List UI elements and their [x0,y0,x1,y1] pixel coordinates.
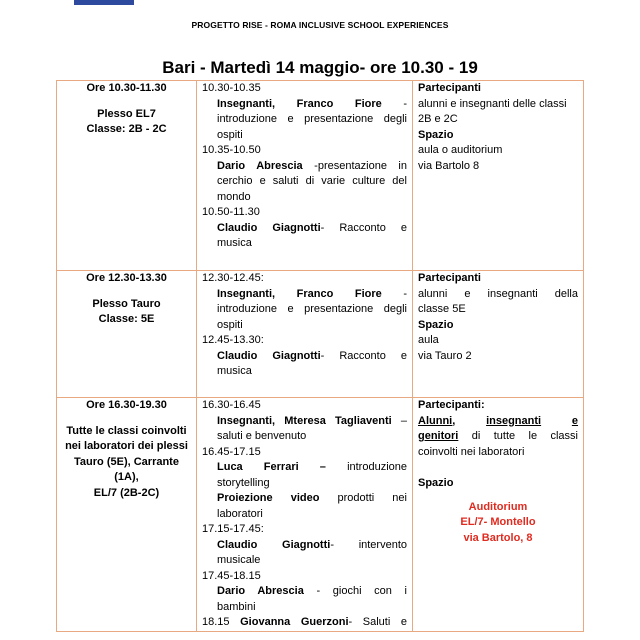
speaker-name: Claudio Giagnotti [217,538,331,551]
program-time: 17.45-18.15 [202,569,261,582]
program-desc: mondo [217,190,251,203]
program-time: 16.30-16.45 [202,399,261,411]
program-time: 16.45-17.15 [202,445,261,458]
participants-e: e [571,414,579,427]
program-desc: cerchio e saluti di varie culture del [217,175,407,187]
program-desc: introduzione e presentazione degli [217,303,407,315]
program-desc: storytelling [217,476,270,489]
space-text: aula o auditorium [418,144,503,156]
participants-label: Partecipanti [418,82,481,94]
speaker-name: Luca Ferrari [217,461,299,473]
info-cell [413,398,584,632]
info-cell [413,81,584,271]
program-time: 17.15-17.45: [202,523,264,535]
slot-plesso: Plesso EL7 [97,107,156,120]
logo-bar [74,0,134,5]
program-desc: intervento [358,538,407,551]
page-title: Bari - Martedì 14 maggio- ore 10.30 - 19 [162,58,478,77]
participants-text: alunni e insegnanti della [418,287,578,300]
program-desc: Racconto e [339,221,407,234]
project-header: PROGETTO RISE - ROMA INCLUSIVE SCHOOL EXPERIENCES [191,20,449,30]
slot-cell [57,81,197,271]
program-desc: prodotti nei [337,492,407,504]
space-text: via Tauro 2 [418,349,472,362]
participants-text: classe 5E [418,303,466,315]
program-time: 12.30-12.45: [202,272,264,284]
program-cell: 10.30-10.35 Insegnanti, Franco Fiore - introduzione e presentazione degli ospiti 10.35-10.50 Dario Abrescia -presentazione in cerchio e saluti di varie culture del mondo 10.50-11.30 Claudio Giagnotti- Racconto e musica [197,81,413,271]
participants-alunni: Alunni, [418,414,456,427]
participants-insegnanti: insegnanti [486,414,542,427]
speaker-name: Insegnanti, Mteresa Tagliaventi [217,414,392,427]
slot-time: Ore 10.30-11.30 [86,82,167,94]
table-row [57,81,584,271]
speaker-name: Dario Abrescia [217,585,304,597]
table-row [57,271,584,398]
space-text: aula [418,334,439,346]
program-time: 10.30-10.35 [202,82,261,94]
program-cell: 12.30-12.45: Insegnanti, Franco Fiore - introduzione e presentazione degli ospiti 12.45-13.30: Claudio Giagnotti- Racconto e musica [197,271,413,398]
speaker-name: Claudio Giagnotti [217,221,321,234]
program-desc: introduzione [347,461,407,473]
participants-text: coinvolti nei laboratori [418,445,525,458]
program-desc: presentazione in [317,159,407,172]
schedule-table [56,80,584,632]
program-desc: laboratori [217,507,263,520]
slot-desc: EL/7 (2B-2C) [93,486,160,499]
space-label: Spazio [418,318,454,331]
program-time: 10.35-10.50 [202,144,261,156]
space-label: Spazio [418,128,454,141]
program-desc: ospiti [217,318,243,331]
participants-text: alunni e insegnanti delle classi [418,97,567,110]
slot-desc: nei laboratori dei plessi [65,440,188,452]
slot-time: Ore 12.30-13.30 [86,272,167,284]
program-desc: musica [217,237,252,249]
venue-building: EL/7- Montello [460,516,536,528]
participants-label: Partecipanti: [418,399,485,411]
slot-plesso: Plesso Tauro [92,297,161,310]
program-desc: Saluti e [362,616,407,628]
speaker-name: Insegnanti, Franco Fiore [217,287,382,300]
info-cell [413,271,584,398]
program-desc: giochi con i [332,585,407,597]
program-time: 18.15 [202,616,230,628]
slot-desc: Tutte le classi coinvolti [66,424,187,437]
participants-text: di tutte le classi [471,430,578,442]
speaker-name: Insegnanti, Franco Fiore [217,97,382,110]
speaker-name: Claudio Giagnotti [217,349,321,362]
program-desc: saluti e benvenuto [217,430,307,442]
program-desc: bambini [217,600,256,613]
program-time: 12.45-13.30: [202,334,264,346]
speaker-name: Giovanna Guerzoni [240,616,349,628]
program-desc: introduzione e presentazione degli [217,113,407,125]
venue-name: Auditorium [468,500,528,513]
program-desc: Racconto e [339,349,407,362]
program-desc: musicale [217,554,261,566]
program-desc: ospiti [217,128,243,141]
slot-desc: (1A), [114,471,139,483]
speaker-name: Dario Abrescia [217,159,303,172]
slot-cell [57,398,197,632]
program-time: 10.50-11.30 [202,206,260,218]
slot-time: Ore 16.30-19.30 [86,399,167,411]
space-label: Spazio [418,477,454,489]
program-desc: musica [217,365,252,377]
slot-classe: Classe: 5E [98,313,155,325]
participants-label: Partecipanti [418,272,481,284]
participants-genitori: genitori [418,430,459,442]
slot-cell [57,271,197,398]
program-cell: 16.30-16.45 Insegnanti, Mteresa Tagliaventi – saluti e benvenuto 16.45-17.15 Luca Ferrari – introduzione storytelling Proiezione video prodotti nei laboratori 17.15-17.45: Claudio Giagnotti- intervento musicale 17.45-18.15 Dario Abrescia - giochi con i bambini 18.15 Giovanna Guerzoni- Saluti e [197,398,413,632]
slot-desc: Tauro (5E), Carrante [74,455,179,468]
participants-text: 2B e 2C [418,113,458,125]
slot-classe: Classe: 2B - 2C [86,123,167,135]
venue-address: via Bartolo, 8 [463,531,533,544]
table-row [57,398,584,632]
space-text: via Bartolo 8 [418,159,480,172]
speaker-name: Proiezione video [217,492,320,504]
